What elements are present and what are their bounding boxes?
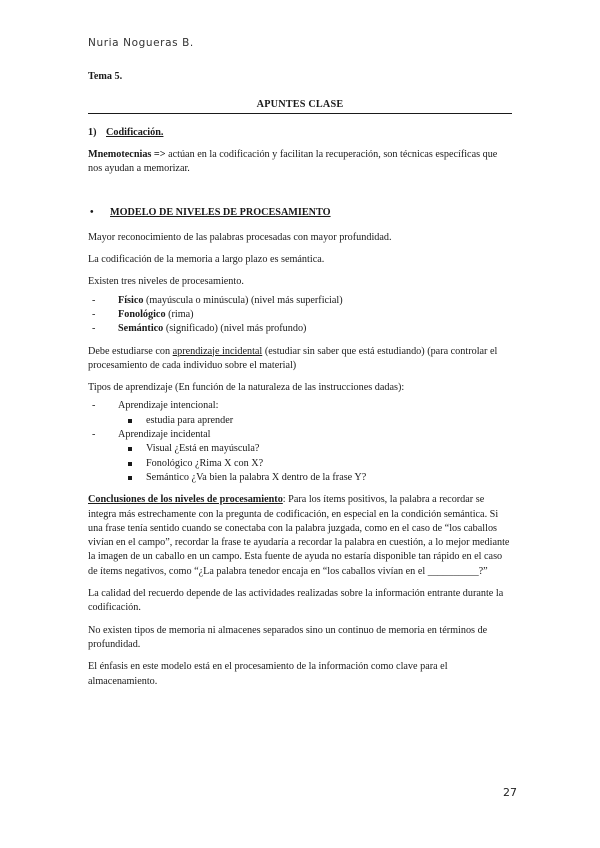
conclusions-text: : Para los ítems positivos, la palabra a recordar se integra más estrechamente con la pregunta de codificación, en especial en la condición semántica. Si una frase tenía sentido cuando se conectaba con la palabra juzgada, como en el caso de “los caballos vivían en el campo”, recordar la frase te ayudaría a recordar la palabra en cuestión, a lo mejor mediante la imagen de un caballo en un campo. Esta fuente de ayuda no estaría disponible tan rápido en el caso de ítems negativos, como “¿La palabra tenedor encaja en “los caballos vivían en el __________?” bbox=[88, 494, 510, 577]
incidental-post: (estudiar sin saber que está estudiando) (para controlar el procesamiento de cada individuo sobre el material) bbox=[88, 345, 498, 371]
conclusions-title: Conclusiones de los niveles de procesamiento bbox=[88, 494, 283, 506]
sub-list-item: Visual ¿Está en mayúscula? bbox=[118, 442, 512, 456]
incidental-term: aprendizaje incidental bbox=[172, 345, 263, 357]
sub-list-item: Fonológico ¿Rima X con X? bbox=[118, 457, 512, 471]
bullet-icon: • bbox=[90, 207, 94, 219]
arrow-symbol: => bbox=[153, 148, 166, 160]
paragraph-conclusions bbox=[88, 493, 512, 579]
paragraph-incidental bbox=[88, 345, 512, 374]
incidental-pre: Debe estudiarse con bbox=[88, 345, 173, 357]
list-item bbox=[88, 294, 512, 308]
sub-list-item: estudia para aprender bbox=[118, 414, 512, 428]
mnemonics-term: Mnemotecnias bbox=[88, 148, 152, 160]
model-heading bbox=[88, 206, 512, 220]
paragraph-recognition: Mayor reconocimiento de las palabras procesadas con mayor profundidad. bbox=[88, 231, 392, 243]
levels-list bbox=[88, 294, 512, 337]
author-name: Nuria Nogueras B. bbox=[88, 37, 194, 49]
paragraph-no-stores: No existen tipos de memoria ni almacenes separados sino un continuo de memoria en términos de profundidad. bbox=[88, 624, 488, 650]
level-name: Fonológico bbox=[118, 308, 166, 320]
paragraph-semantic-coding: La codificación de la memoria a largo plazo es semántica. bbox=[88, 254, 325, 266]
section-heading bbox=[88, 126, 512, 140]
paragraph-emphasis: El énfasis en este modelo está en el procesamiento de la información como clave para el almacenamiento. bbox=[88, 661, 448, 687]
level-name: Semántico bbox=[118, 323, 164, 335]
page-number: 27 bbox=[503, 786, 517, 799]
paragraph-learning-types: Tipos de aprendizaje (En función de la naturaleza de las instrucciones dadas): bbox=[88, 382, 405, 394]
page-content bbox=[88, 70, 512, 697]
level-desc: (rima) bbox=[165, 308, 194, 320]
topic-heading: Tema 5. bbox=[88, 71, 123, 82]
mnemonics-paragraph bbox=[88, 148, 512, 177]
learning-type-label: Aprendizaje intencional: bbox=[118, 400, 219, 412]
level-name: Físico bbox=[118, 294, 144, 306]
sub-list bbox=[118, 414, 512, 428]
sub-list-item: Semántico ¿Va bien la palabra X dentro de la frase Y? bbox=[118, 471, 512, 485]
paragraph-recall-quality: La calidad del recuerdo depende de las actividades realizadas sobre la información entrante durante la codificación. bbox=[88, 588, 504, 614]
mnemonics-text: actúan en la codificación y facilitan la recuperación, son técnicas específicas que nos ayudan a memorizar. bbox=[88, 148, 498, 175]
model-title: MODELO DE NIVELES DE PROCESAMIENTO bbox=[110, 207, 331, 219]
notes-title: APUNTES CLASE bbox=[88, 98, 512, 113]
sub-list bbox=[118, 442, 512, 485]
level-desc: (significado) (nivel más profundo) bbox=[163, 323, 307, 335]
learning-type-label: Aprendizaje incidental bbox=[118, 429, 211, 441]
paragraph-three-levels: Existen tres niveles de procesamiento. bbox=[88, 276, 244, 288]
spacer bbox=[88, 184, 512, 206]
section-number: 1) bbox=[88, 126, 97, 138]
list-item bbox=[88, 428, 512, 485]
level-desc: (mayúscula o minúscula) (nivel más superficial) bbox=[143, 294, 343, 306]
list-item bbox=[88, 322, 512, 336]
learning-types-list bbox=[88, 399, 512, 485]
section-title: Codificación. bbox=[106, 126, 164, 138]
list-item bbox=[88, 308, 512, 322]
list-item bbox=[88, 399, 512, 428]
